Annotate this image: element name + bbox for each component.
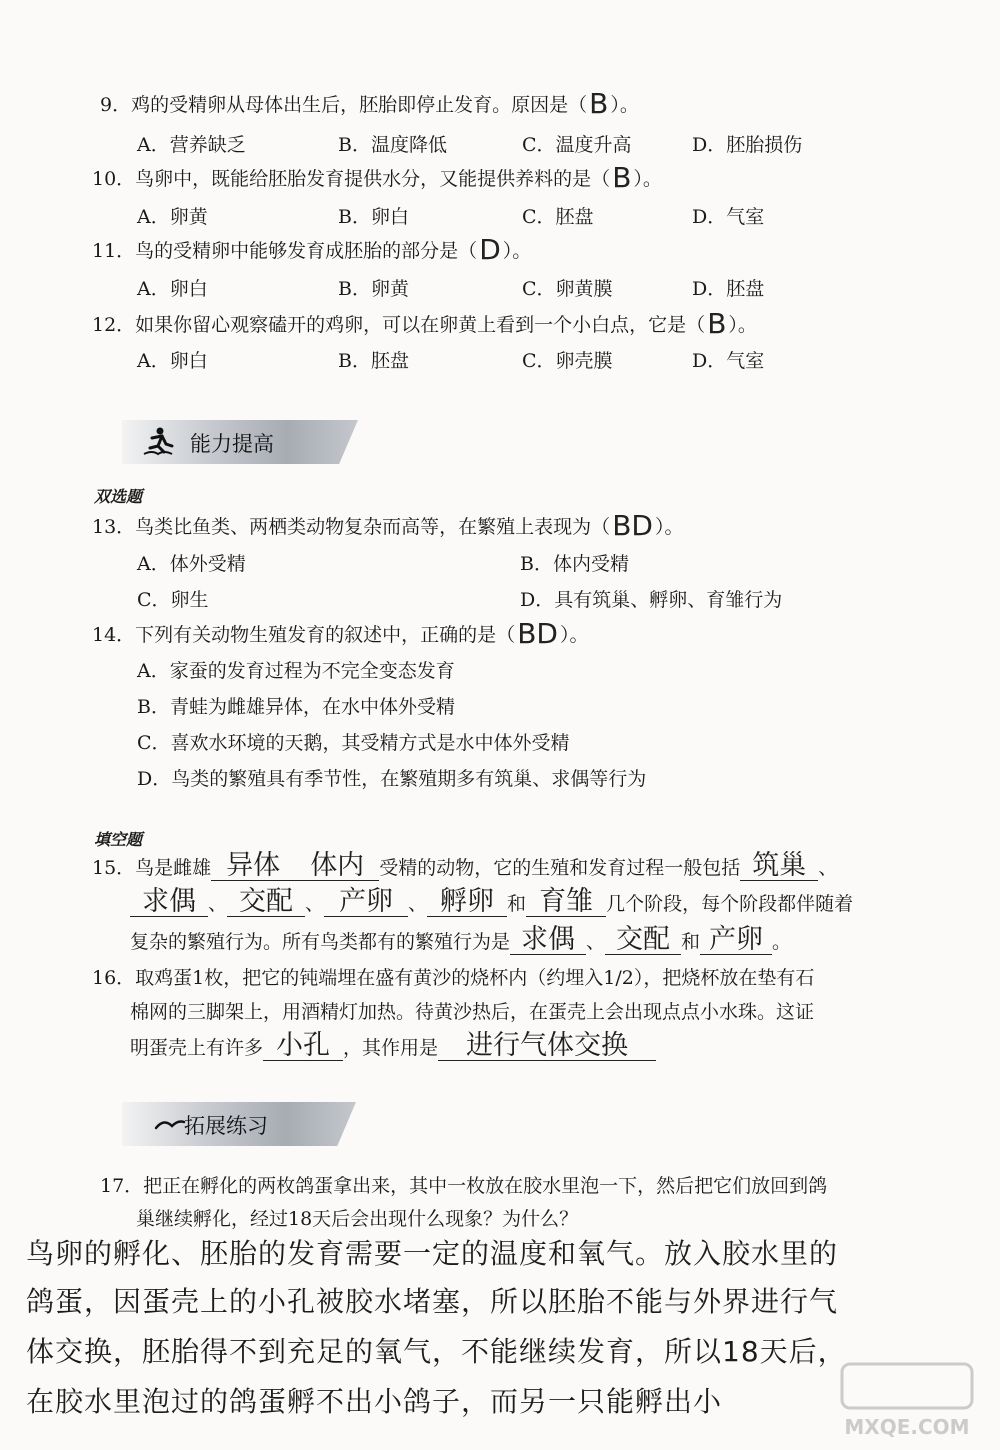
section-header-extension — [122, 1102, 356, 1146]
option-c: C．卵生 — [137, 589, 209, 611]
blank-answer: 育雏 — [526, 888, 606, 917]
question-11 — [92, 233, 532, 266]
option-c: C．温度升高 — [522, 134, 632, 156]
option-d: D．胚盘 — [692, 278, 765, 300]
text: 和 — [507, 893, 527, 915]
text: 和 — [681, 931, 701, 953]
question-tail: ）。 — [728, 314, 757, 336]
question-text: 14．下列有关动物生殖发育的叙述中，正确的是（ — [92, 624, 516, 646]
option-d: D．胚胎损伤 — [692, 134, 803, 156]
option-b: B．卵白 — [338, 206, 409, 228]
blank-answer: 小孔 — [263, 1032, 343, 1061]
section-title: 拓展练习 — [184, 1114, 268, 1138]
option-b: B．胚盘 — [338, 350, 409, 372]
option-d: D．鸟类的繁殖具有季节性，在繁殖期多有筑巢、求偶等行为 — [137, 768, 647, 790]
handwritten-answer: BD — [517, 617, 558, 650]
text: 、 — [208, 893, 228, 915]
question-tail: ）。 — [559, 624, 589, 646]
text: 几个阶段，每个阶段都伴随着 — [606, 893, 854, 915]
essay-line-2: 鸽蛋，因蛋壳上的小孔被胶水堵塞，所以胚胎不能与外界进行气 — [26, 1285, 839, 1318]
question-14 — [92, 617, 589, 650]
watermark-logo — [832, 1360, 982, 1440]
question-15-line3 — [130, 926, 791, 955]
question-16-line2: 棉网的三脚架上，用酒精灯加热。待黄沙热后，在蛋壳上会出现点点小水珠。这证 — [130, 1001, 815, 1023]
option-a: A．卵白 — [137, 278, 208, 300]
essay-line-1: 鸟卵的孵化、胚胎的发育需要一定的温度和氧气。放入胶水里的 — [26, 1237, 839, 1270]
question-13 — [92, 509, 684, 542]
watermark-text: MXQE.COM — [844, 1415, 970, 1439]
question-15-line1 — [92, 852, 837, 881]
handwritten-answer: B — [589, 87, 609, 120]
option-a: A．卵黄 — [137, 206, 208, 228]
handwritten-answer: BD — [612, 509, 653, 542]
blank-answer: 筑巢 — [740, 852, 818, 881]
text: 、 — [586, 931, 606, 953]
option-a: A．卵白 — [137, 350, 208, 372]
blank-answer: 求偶 — [130, 888, 208, 917]
question-9 — [100, 87, 639, 120]
option-d: D．气室 — [692, 206, 765, 228]
option-a: A．营养缺乏 — [137, 134, 246, 156]
essay-line-3: 体交换，胚胎得不到充足的氧气，不能继续发育，所以18天后， — [26, 1335, 847, 1368]
text: 。 — [772, 931, 792, 953]
question-text: 13．鸟类比鱼类、两栖类动物复杂而高等，在繁殖上表现为（ — [92, 516, 611, 538]
text: ，其作用是 — [343, 1037, 439, 1059]
essay-line-4: 在胶水里泡过的鸽蛋孵不出小鸽子，而另一只能孵出小 — [26, 1385, 723, 1418]
blank-answer: 求偶 — [510, 926, 586, 955]
text: 受精的动物，它的生殖和发育过程一般包括 — [379, 857, 741, 879]
option-c: C．胚盘 — [522, 206, 594, 228]
option-a: A．体外受精 — [137, 553, 246, 575]
blank-answer: 产卵 — [700, 926, 772, 955]
question-16-line3 — [130, 1032, 656, 1061]
question-text: 9．鸡的受精卵从母体出生后，胚胎即停止发育。原因是（ — [100, 94, 588, 116]
question-tail: ）。 — [502, 240, 532, 262]
option-c: C．卵壳膜 — [522, 350, 613, 372]
option-c: C．喜欢水环境的天鹅，其受精方式是水中体外受精 — [137, 732, 570, 754]
question-text: 11．鸟的受精卵中能够发育成胚胎的部分是（ — [92, 240, 478, 262]
blank-answer: 交配 — [227, 888, 305, 917]
text: 15．鸟是雌雄 — [92, 857, 212, 879]
option-b: B．温度降低 — [338, 134, 447, 156]
question-17-line1: 17．把正在孵化的两枚鸽蛋拿出来，其中一枚放在胶水里泡一下，然后把它们放回到鸽 — [100, 1175, 828, 1197]
option-d: D．具有筑巢、孵卵、育雏行为 — [520, 589, 783, 611]
blank-answer: 产卵 — [324, 888, 408, 917]
handwritten-answer: D — [479, 233, 501, 266]
blank-answer: 孵卵 — [427, 888, 507, 917]
label-fill-blank: 填空题 — [94, 830, 143, 849]
blank-answer: 体内 — [295, 852, 379, 881]
blank-answer: 进行气体交换 — [438, 1032, 656, 1061]
option-a: A．家蚕的发育过程为不完全变态发育 — [137, 660, 455, 682]
question-tail: ）。 — [633, 168, 662, 190]
option-d: D．气室 — [692, 350, 765, 372]
question-tail: ）。 — [654, 516, 684, 538]
handwritten-answer: B — [612, 161, 632, 194]
bird-icon — [152, 1108, 188, 1140]
question-17-line2: 巢继续孵化，经过18天后会出现什么现象？为什么？ — [136, 1208, 579, 1230]
option-b: B．青蛙为雌雄异体，在水中体外受精 — [137, 696, 455, 718]
section-header-ability — [122, 420, 358, 464]
text: 复杂的繁殖行为。所有鸟类都有的繁殖行为是 — [130, 931, 511, 953]
blank-answer: 异体 — [211, 852, 295, 881]
option-c: C．卵黄膜 — [522, 278, 613, 300]
option-b: B．体内受精 — [520, 553, 629, 575]
text: 、 — [818, 857, 838, 879]
question-text: 10．鸟卵中，既能给胚胎发育提供水分，又能提供养料的是（ — [92, 168, 611, 190]
label-double-choice: 双选题 — [94, 487, 143, 506]
option-b: B．卵黄 — [338, 278, 409, 300]
handwritten-answer: B — [707, 307, 727, 340]
runner-book-icon — [140, 426, 176, 458]
question-16-line1: 16．取鸡蛋1枚，把它的钝端埋在盛有黄沙的烧杯内（约埋入1/2），把烧杯放在垫有石 — [92, 967, 815, 989]
section-title: 能力提高 — [190, 432, 274, 456]
question-15-line2 — [130, 888, 853, 917]
question-tail: ）。 — [610, 94, 639, 116]
question-10 — [92, 161, 662, 194]
text: 、 — [305, 893, 325, 915]
question-12 — [92, 307, 757, 340]
text: 明蛋壳上有许多 — [130, 1037, 264, 1059]
blank-answer: 交配 — [605, 926, 681, 955]
text: 、 — [408, 893, 428, 915]
question-text: 12．如果你留心观察磕开的鸡卵，可以在卵黄上看到一个小白点，它是（ — [92, 314, 706, 336]
